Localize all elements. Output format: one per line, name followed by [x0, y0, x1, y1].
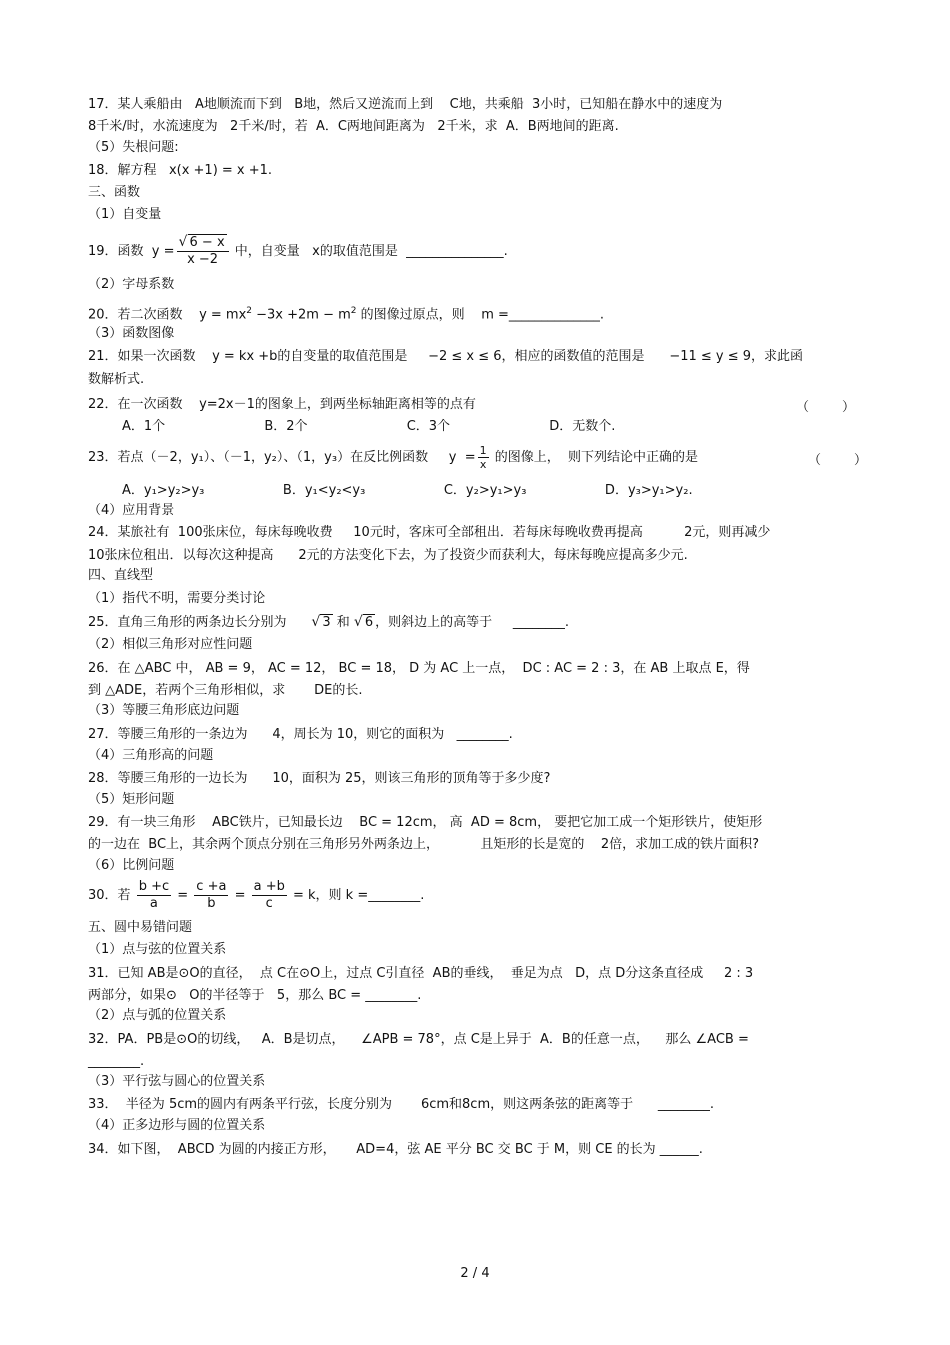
subsection-heading: （6）比例问题 — [88, 858, 175, 873]
subsection-heading: （3）函数图像 — [88, 326, 175, 341]
subsection-heading: （3）平行弦与圆心的位置关系 — [88, 1074, 266, 1089]
q19-fraction: √ 6 − x x −2 — [177, 235, 229, 268]
q30-fraction-1: $\frac{b +c}{a}$ — [138, 879, 170, 911]
q18: 18．解方程 x(x +1) = x +1. — [88, 163, 273, 178]
q21-line2: 数解析式. — [88, 372, 145, 387]
subsection-heading: （2）点与弧的位置关系 — [88, 1008, 227, 1023]
q29-line1: 29．有一块三角形 ABC铁片，已知最长边 BC = 12cm， 高 AD = 8cm， 要把它加工成一个矩形铁片，使矩形 — [88, 815, 763, 830]
q23-options: A．y₁>y₂>y₃ B．y₁<y₂<y₃ C．y₂>y₁>y₃ D．y₃>y₁>y₂. — [122, 483, 693, 498]
q24-line2: 10张床位租出．以每次这种提高 2元的方法变化下去，为了投资少而获利大，每床每晚应提高多少元. — [88, 548, 688, 563]
q23: 23．若点（－2，y₁）、（－1，y₂）、（1，y₃）在反比例函数 y = $\frac{1}{x}$ 的图像上， 则下列结论中正确的是 — [88, 444, 698, 471]
q21-line1: 21．如果一次函数 y = kx +b的自变量的取值范围是 −2 ≤ x ≤ 6，相应的函数值的范围是 −11 ≤ y ≤ 9，求此函 — [88, 349, 804, 364]
q32-line1: 32．PA．PB是⊙O的切线， A．B是切点， ∠APB = 78°，点 C是上异于 A．B的任意一点， 那么 ∠ACB = — [88, 1032, 749, 1047]
section-heading-3: 三、函数 — [88, 185, 141, 200]
q30-fraction-3: $\frac{a +b}{c}$ — [253, 879, 285, 911]
q17-line2: 8千米/时，水流速度为 2千米/时，若 A．C两地间距离为 2千米，求 A．B两地间的距离. — [88, 119, 619, 134]
q22-answer-paren: （ ） — [796, 400, 856, 415]
subsection-heading: （1）自变量 — [88, 207, 162, 222]
q26-line2: 到 △ADE，若两个三角形相似，求 DE的长. — [88, 683, 363, 698]
page-number: 2 / 4 — [460, 1266, 490, 1281]
subsection-heading: （4）应用背景 — [88, 503, 175, 518]
q33: 33． 半径为 5cm的圆内有两条平行弦，长度分别为 6cm和8cm，则这两条弦的距离等于 ________. — [88, 1097, 715, 1112]
q22: 22．在一次函数 y=2x－1的图象上，到两坐标轴距离相等的点有 — [88, 397, 476, 412]
q20: 20．若二次函数 $y = mx^2 -3x +2m - m^2$ 的图像过原点，则 m =______________. — [88, 306, 605, 323]
q29-line2: 的一边在 BC上，其余两个顶点分别在三角形另外两条边上， 且矩形的长是宽的 2倍，求加工成的铁片面积? — [88, 837, 760, 852]
subsection-heading: （5）失根问题: — [88, 140, 179, 155]
subsection-heading: （5）矩形问题 — [88, 792, 175, 807]
section-heading-4: 四、直线型 — [88, 568, 154, 583]
q30: 30．若 $\frac{b +c}{a}$ = $\frac{c +a}{b}$ = $\frac{a +b}{c}$ = k，则 k =________. — [88, 879, 425, 911]
q17-line1: 17．某人乘船由 A地顺流而下到 B地，然后又逆流而上到 C地，共乘船 3小时，已知船在静水中的速度为 — [88, 97, 723, 112]
q31-line2: 两部分，如果⊙ O的半径等于 5，那么 BC = ________. — [88, 988, 422, 1003]
q25: 25．直角三角形的两条边长分别为 √ 3 和 √ 6 ，则斜边上的高等于 ________. — [88, 614, 569, 630]
q23-answer-paren: （ ） — [808, 453, 868, 468]
q19: 19．函数 y = √ 6 − x x −2 中，自变量 x的取值范围是 _______________. — [88, 234, 508, 267]
q32-line2: ________. — [88, 1054, 145, 1069]
subsection-heading: （1）点与弦的位置关系 — [88, 942, 227, 957]
subsection-heading: （4）正多边形与圆的位置关系 — [88, 1118, 266, 1133]
q27: 27．等腰三角形的一条边为 4，周长为 10，则它的面积为 ________. — [88, 727, 513, 742]
section-heading-5: 五、圆中易错问题 — [88, 920, 193, 935]
subsection-heading: （1）指代不明，需要分类讨论 — [88, 591, 266, 606]
subsection-heading: （2）字母系数 — [88, 277, 175, 292]
subsection-heading: （2）相似三角形对应性问题 — [88, 637, 253, 652]
q22-options: A．1个 B．2个 C．3个 D．无数个. — [122, 419, 616, 434]
subsection-heading: （4）三角形高的问题 — [88, 748, 214, 763]
q31-line1: 31．已知 AB是⊙O的直径， 点 C在⊙O上，过点 C引直径 AB的垂线， 垂足为点 D，点 D分这条直径成 2 : 3 — [88, 966, 754, 981]
q34: 34．如下图， ABCD 为圆的内接正方形， AD=4，弦 AE 平分 BC 交 BC 于 M，则 CE 的长为 ______. — [88, 1142, 703, 1157]
q26-line1: 26．在 △ABC 中， AB = 9， AC = 12， BC = 18， D 为 AC 上一点， DC : AC = 2 : 3，在 AB 上取点 E，得 — [88, 661, 750, 676]
q28: 28．等腰三角形的一边长为 10，面积为 25，则该三角形的顶角等于多少度? — [88, 771, 551, 786]
q24-line1: 24．某旅社有 100张床位，每床每晚收费 10元时，客床可全部租出．若每床每晚收费再提高 2元，则再减少 — [88, 525, 771, 540]
q30-fraction-2: $\frac{c +a}{b}$ — [196, 879, 227, 911]
q23-fraction: $\frac{1}{x}$ — [479, 444, 487, 471]
subsection-heading: （3）等腰三角形底边问题 — [88, 703, 240, 718]
